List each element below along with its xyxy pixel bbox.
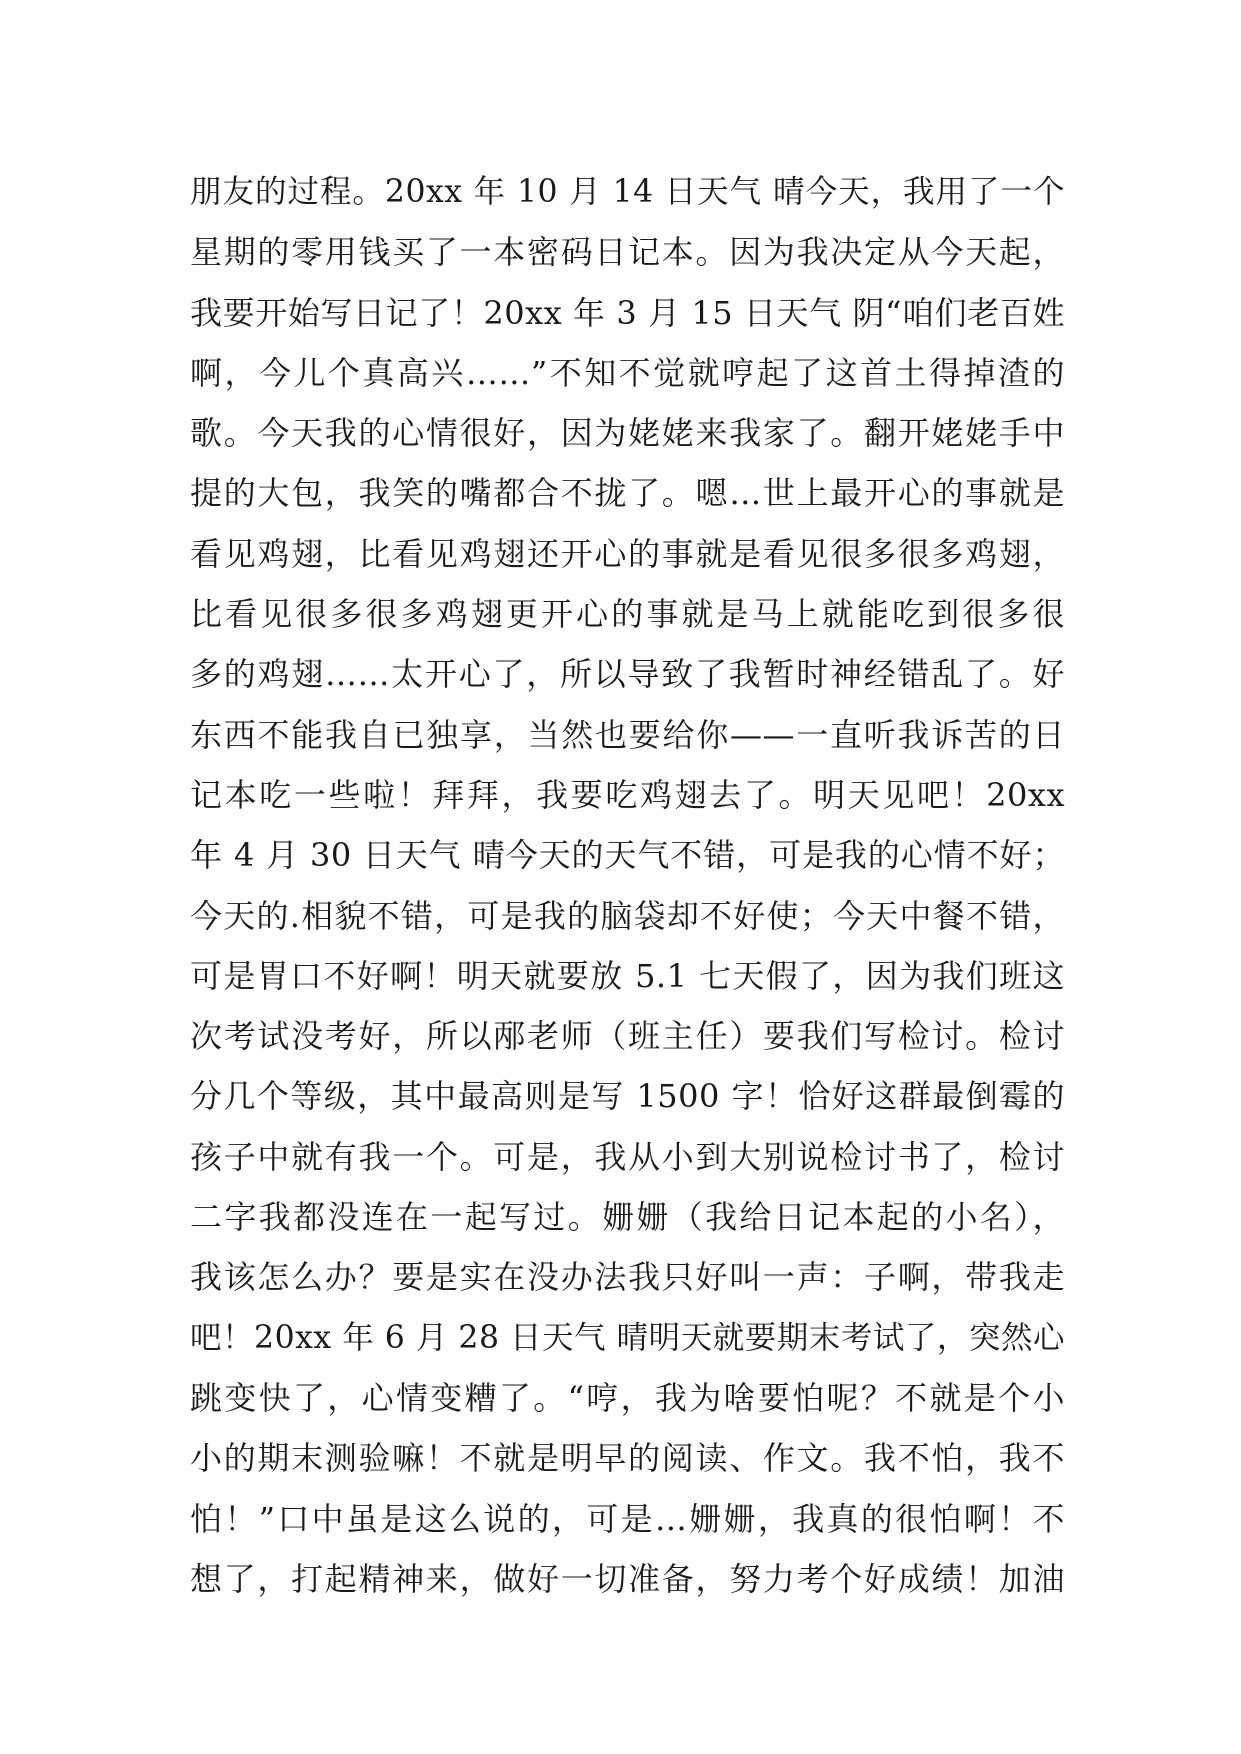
text-line: 分几个等级，其中最高则是写 1500 字！恰好这群最倒霉的 xyxy=(190,1077,1065,1116)
text-line: 看见鸡翅，比看见鸡翅还开心的事就是看见很多很多鸡翅， xyxy=(190,534,1065,573)
text-line: 歌。今天我的心情很好，因为姥姥来我家了。翻开姥姥手中 xyxy=(190,414,1065,453)
text-line: 吧！20xx 年 6 月 28 日天气 晴明天就要期末考试了，突然心 xyxy=(190,1319,1065,1356)
text-line: 次考试没考好，所以邴老师（班主任）要我们写检讨。检讨 xyxy=(190,1017,1065,1056)
text-line: 可是胃口不好啊！明天就要放 5.1 七天假了，因为我们班这 xyxy=(190,956,1065,995)
body-text xyxy=(190,162,1065,1609)
text-line: 比看见很多很多鸡翅更开心的事就是马上就能吃到很多很 xyxy=(190,595,1065,634)
text-line: 怕！”口中虽是这么说的，可是…姗姗，我真的很怕啊！不 xyxy=(190,1499,1065,1538)
text-line: 孩子中就有我一个。可是，我从小到大别说检讨书了，检讨 xyxy=(190,1137,1065,1176)
text-line: 多的鸡翅……太开心了，所以导致了我暂时神经错乱了。好 xyxy=(190,655,1065,694)
text-line: 东西不能我自已独享，当然也要给你——一直听我诉苦的日 xyxy=(190,715,1065,754)
text-line: 我该怎么办？要是实在没办法我只好叫一声：子啊，带我走 xyxy=(190,1258,1065,1297)
text-line: 今天的.相貌不错，可是我的脑袋却不好使；今天中餐不错， xyxy=(190,896,1065,935)
text-line: 二字我都没连在一起写过。姗姗（我给日记本起的小名）， xyxy=(190,1198,1065,1237)
text-line: 想了，打起精神来，做好一切准备，努力考个好成绩！加油 xyxy=(190,1559,1065,1598)
text-line: 记本吃一些啦！拜拜，我要吃鸡翅去了。明天见吧！20xx xyxy=(190,775,1065,814)
text-line: 提的大包，我笑的嘴都合不拢了。嗯…世上最开心的事就是 xyxy=(190,474,1065,513)
text-line: 啊，今儿个真高兴……”不知不觉就哼起了这首土得掉渣的 xyxy=(190,353,1065,392)
text-line: 我要开始写日记了！20xx 年 3 月 15 日天气 阴“咱们老百姓 xyxy=(190,293,1065,332)
text-line: 朋友的过程。20xx 年 10 月 14 日天气 晴今天，我用了一个 xyxy=(190,174,1065,210)
text-line: 小的期末测验嘛！不就是明早的阅读、作文。我不怕，我不 xyxy=(190,1439,1065,1478)
text-line: 跳变快了，心情变糟了。“哼，我为啥要怕呢？不就是个小 xyxy=(190,1378,1065,1417)
text-line: 星期的零用钱买了一本密码日记本。因为我决定从今天起， xyxy=(190,233,1065,272)
text-line: 年 4 月 30 日天气 晴今天的天气不错，可是我的心情不好； xyxy=(190,836,1065,875)
